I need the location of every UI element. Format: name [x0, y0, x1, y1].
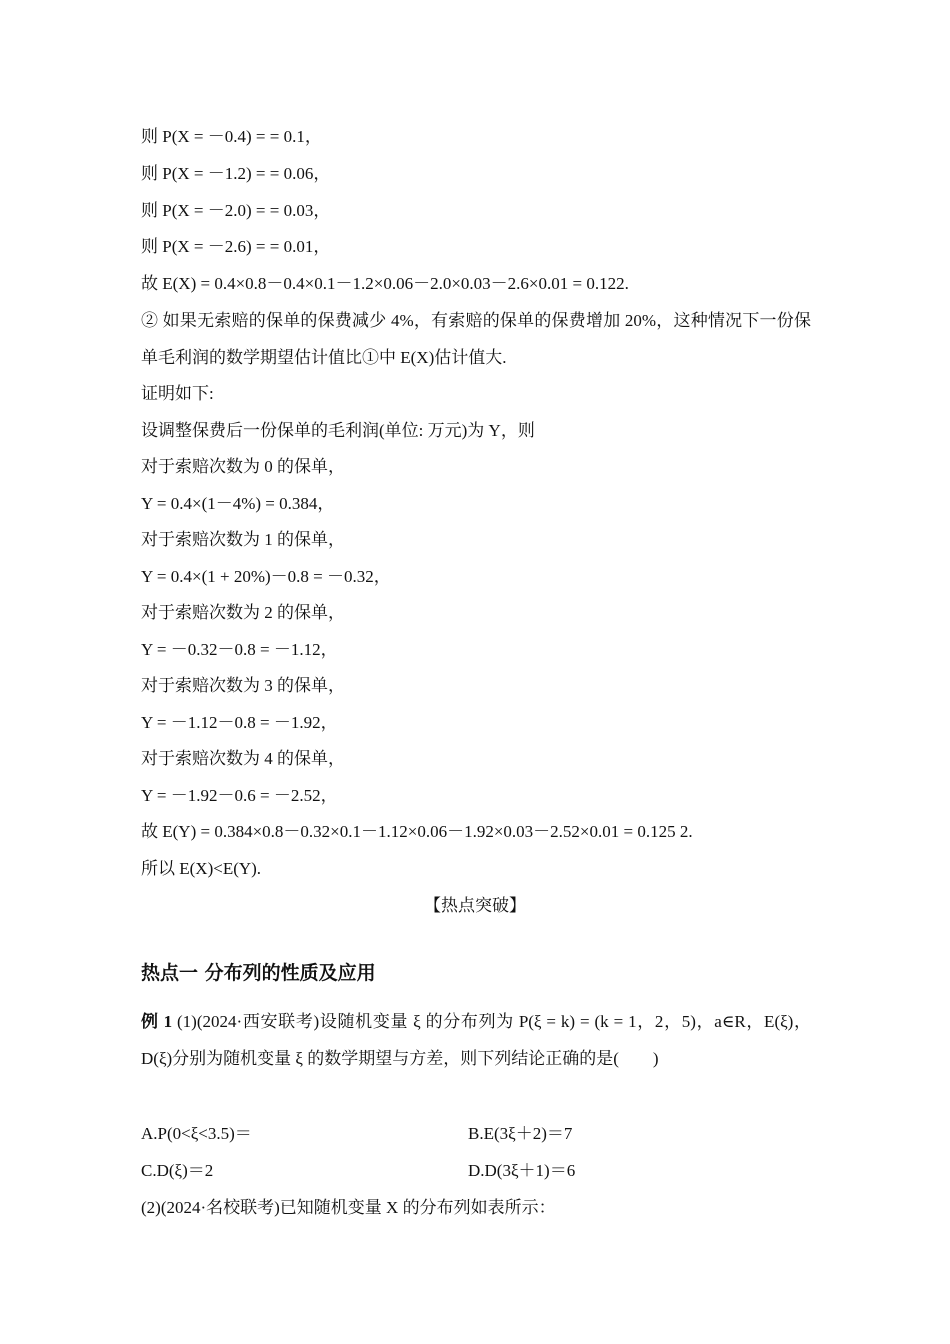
y-value-3: Y = －1.12－0.8 = －1.92， [141, 713, 338, 732]
conclusion-line: 所以 E(X)<E(Y). [141, 859, 262, 878]
prob-line-1: 则 P(X = －0.4) = = 0.1， [141, 127, 322, 146]
claims-0-label: 对于索赔次数为 0 的保单， [141, 457, 345, 476]
example-1-paragraph [141, 1003, 811, 1077]
hotspot-title: 热点一 分布列的性质及应用 [141, 962, 376, 984]
claims-3-label: 对于索赔次数为 3 的保单， [141, 676, 345, 695]
section-marker: 【热点突破】 [424, 896, 526, 915]
claims-4-label: 对于索赔次数为 4 的保单， [141, 749, 345, 768]
y-value-0: Y = 0.4×(1－4%) = 0.384， [141, 494, 335, 513]
proof-intro: 证明如下: [141, 384, 214, 403]
expectation-y-line: 故 E(Y) = 0.384×0.8－0.32×0.1－1.12×0.06－1.92×0.03－2.52×0.01 = 0.125 2. [141, 822, 693, 841]
option-a: A.P(0<ξ<3.5)＝ [141, 1124, 252, 1143]
prob-line-3: 则 P(X = －2.0) = = 0.03， [141, 201, 331, 220]
y-value-1: Y = 0.4×(1 + 20%)－0.8 = －0.32， [141, 567, 391, 586]
part-2-line: (2)(2024·名校联考)已知随机变量 X 的分布列如表所示： [141, 1198, 556, 1217]
prob-line-2: 则 P(X = －1.2) = = 0.06， [141, 164, 331, 183]
option-b: B.E(3ξ＋2)＝7 [468, 1124, 573, 1143]
y-value-2: Y = －0.32－0.8 = －1.12， [141, 640, 338, 659]
example-text: (1)(2024·西安联考)设随机变量 ξ 的分布列为 P(ξ = k) = (k = 1，2，5)，a∈R，E(ξ)，D(ξ)分别为随机变量 ξ 的数学期望与方差，则下列结论正确的是( ) [141, 1012, 812, 1068]
claim-paragraph: ② 如果无索赔的保单的保费减少 4%，有索赔的保单的保费增加 20%，这种情况下一份保单毛利润的数学期望估计值比①中 E(X)估计值大. [141, 311, 811, 367]
define-y-line: 设调整保费后一份保单的毛利润(单位: 万元)为 Y，则 [141, 421, 535, 440]
claims-2-label: 对于索赔次数为 2 的保单， [141, 603, 345, 622]
option-d: D.D(3ξ＋1)＝6 [468, 1161, 576, 1180]
example-label: 例 1 [141, 1012, 173, 1031]
y-value-4: Y = －1.92－0.6 = －2.52， [141, 786, 338, 805]
prob-line-4: 则 P(X = －2.6) = = 0.01， [141, 237, 331, 256]
expectation-x-line: 故 E(X) = 0.4×0.8－0.4×0.1－1.2×0.06－2.0×0.03－2.6×0.01 = 0.122. [141, 274, 629, 293]
claims-1-label: 对于索赔次数为 1 的保单， [141, 530, 345, 549]
option-c: C.D(ξ)＝2 [141, 1161, 214, 1180]
